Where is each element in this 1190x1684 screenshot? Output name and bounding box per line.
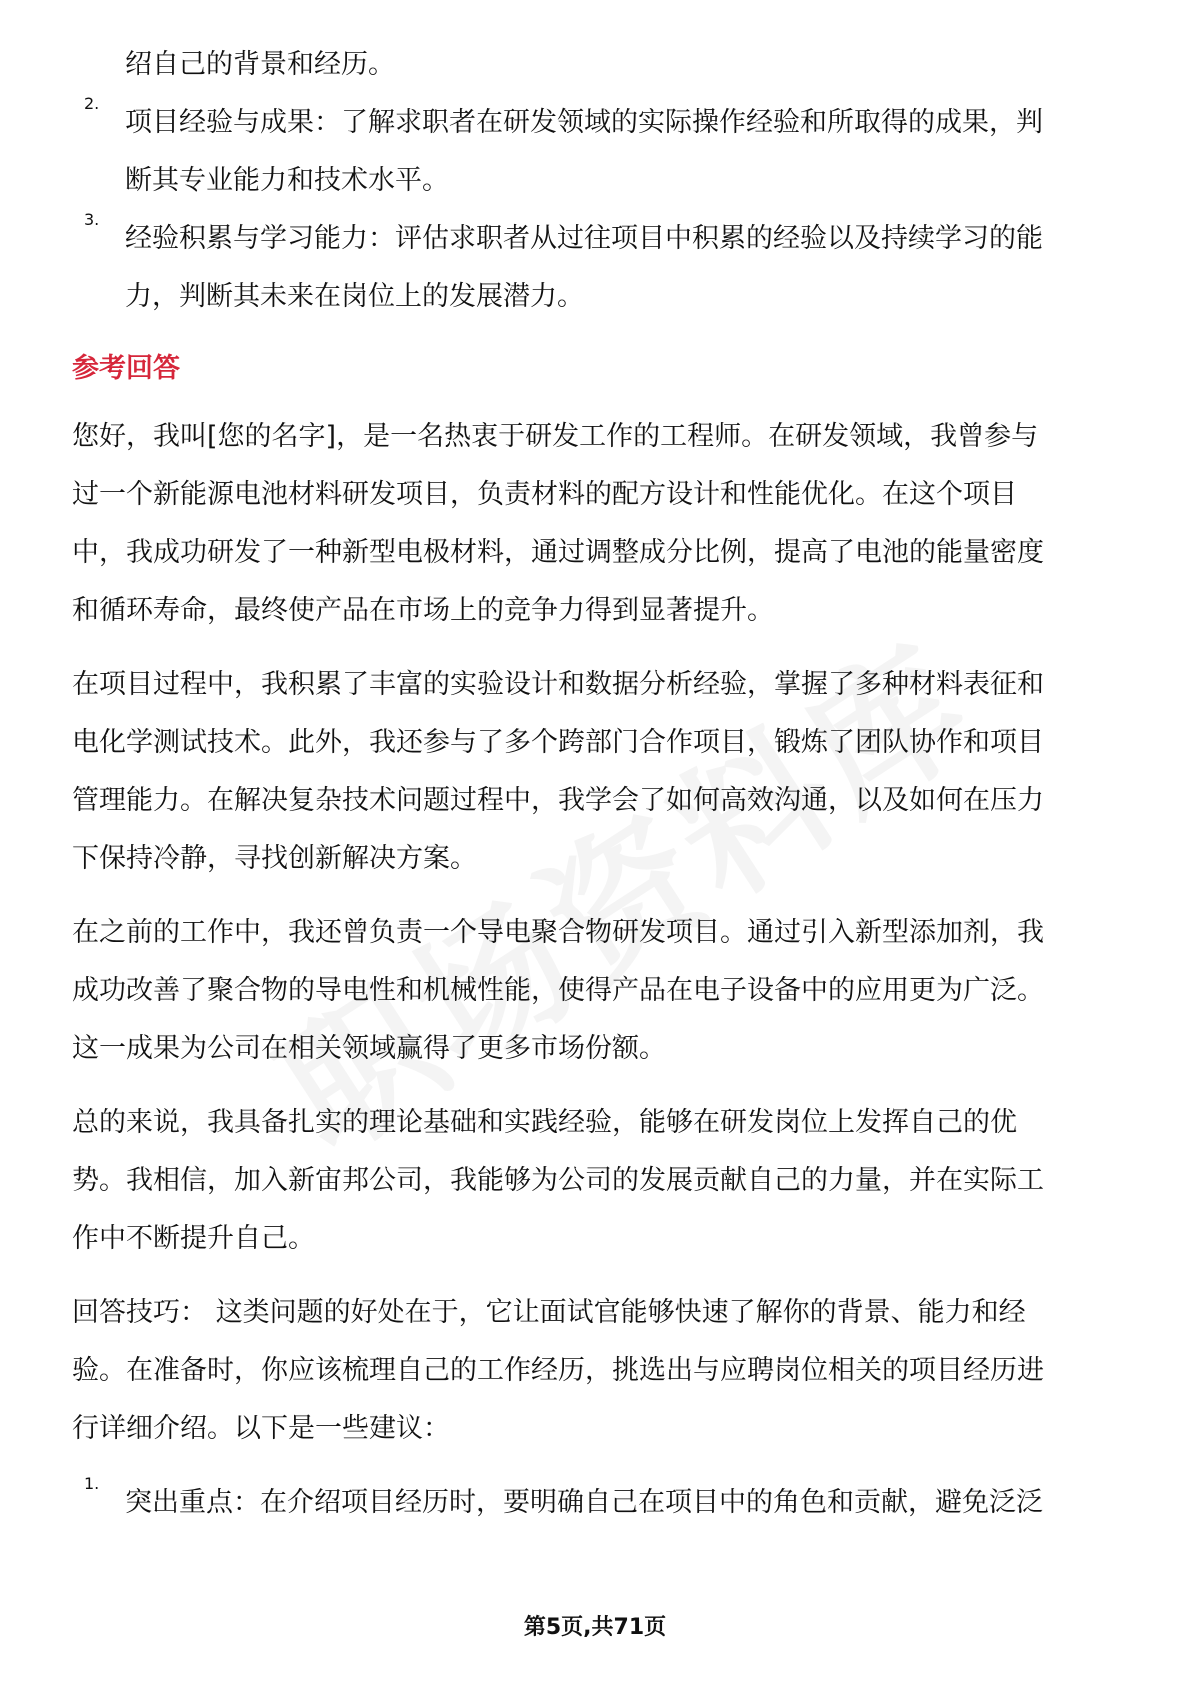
list-item (72, 94, 1118, 210)
list-line: 突出重点：在介绍项目经历时，要明确自己在项目中的角色和贡献，避免泛泛 (125, 1487, 1043, 1518)
paragraph-line: 和循环寿命，最终使产品在市场上的竞争力得到显著提升。 (72, 595, 774, 626)
paragraph (72, 904, 1118, 1078)
intro-continuation: 绍自己的背景和经历。 (125, 49, 395, 80)
paragraph-line: 在项目过程中，我积累了丰富的实验设计和数据分析经验，掌握了多种材料表征和 (72, 669, 1044, 700)
list-number: 2. (84, 94, 100, 113)
answer-heading: 参考回答 (72, 353, 180, 384)
paragraph-line: 行详细介绍。以下是一些建议： (72, 1413, 450, 1444)
list-line: 断其专业能力和技术水平。 (125, 165, 449, 196)
paragraph-line: 势。我相信，加入新宙邦公司，我能够为公司的发展贡献自己的力量，并在实际工 (72, 1165, 1044, 1196)
document-page (72, 36, 1118, 1532)
paragraph-line: 总的来说，我具备扎实的理论基础和实践经验，能够在研发岗位上发挥自己的优 (72, 1107, 1017, 1138)
list-number: 3. (84, 210, 100, 229)
paragraph (72, 408, 1118, 640)
list-line: 项目经验与成果：了解求职者在研发领域的实际操作经验和所取得的成果，判 (125, 107, 1043, 138)
paragraph-line: 下保持冷静，寻找创新解决方案。 (72, 843, 477, 874)
list-item (72, 210, 1118, 326)
paragraph (72, 656, 1118, 888)
paragraph (72, 1284, 1118, 1458)
paragraph-line: 中，我成功研发了一种新型电极材料，通过调整成分比例，提高了电池的能量密度 (72, 537, 1044, 568)
paragraph-line: 这一成果为公司在相关领域赢得了更多市场份额。 (72, 1033, 666, 1064)
paragraph-line: 回答技巧： 这类问题的好处在于，它让面试官能够快速了解你的背景、能力和经 (72, 1297, 1026, 1328)
paragraph-line: 您好，我叫[您的名字]，是一名热衷于研发工作的工程师。在研发领域，我曾参与 (72, 421, 1039, 452)
paragraph (72, 1094, 1118, 1268)
paragraph-line: 管理能力。在解决复杂技术问题过程中，我学会了如何高效沟通，以及如何在压力 (72, 785, 1044, 816)
paragraph-line: 电化学测试技术。此外，我还参与了多个跨部门合作项目，锻炼了团队协作和项目 (72, 727, 1044, 758)
paragraph-line: 作中不断提升自己。 (72, 1223, 315, 1254)
paragraph-line: 过一个新能源电池材料研发项目，负责材料的配方设计和性能优化。在这个项目 (72, 479, 1017, 510)
paragraph-line: 在之前的工作中，我还曾负责一个导电聚合物研发项目。通过引入新型添加剂，我 (72, 917, 1044, 948)
tips-list (72, 1474, 1118, 1532)
list-line: 经验积累与学习能力：评估求职者从过往项目中积累的经验以及持续学习的能 (125, 223, 1043, 254)
criteria-list (72, 94, 1118, 326)
paragraph-line: 成功改善了聚合物的导电性和机械性能，使得产品在电子设备中的应用更为广泛。 (72, 975, 1044, 1006)
list-line: 力，判断其未来在岗位上的发展潜力。 (125, 281, 584, 312)
list-item (72, 1474, 1118, 1532)
paragraph-line: 验。在准备时，你应该梳理自己的工作经历，挑选出与应聘岗位相关的项目经历进 (72, 1355, 1044, 1386)
list-number: 1. (84, 1474, 100, 1493)
page-footer: 第5页,共71页 (523, 1615, 667, 1640)
